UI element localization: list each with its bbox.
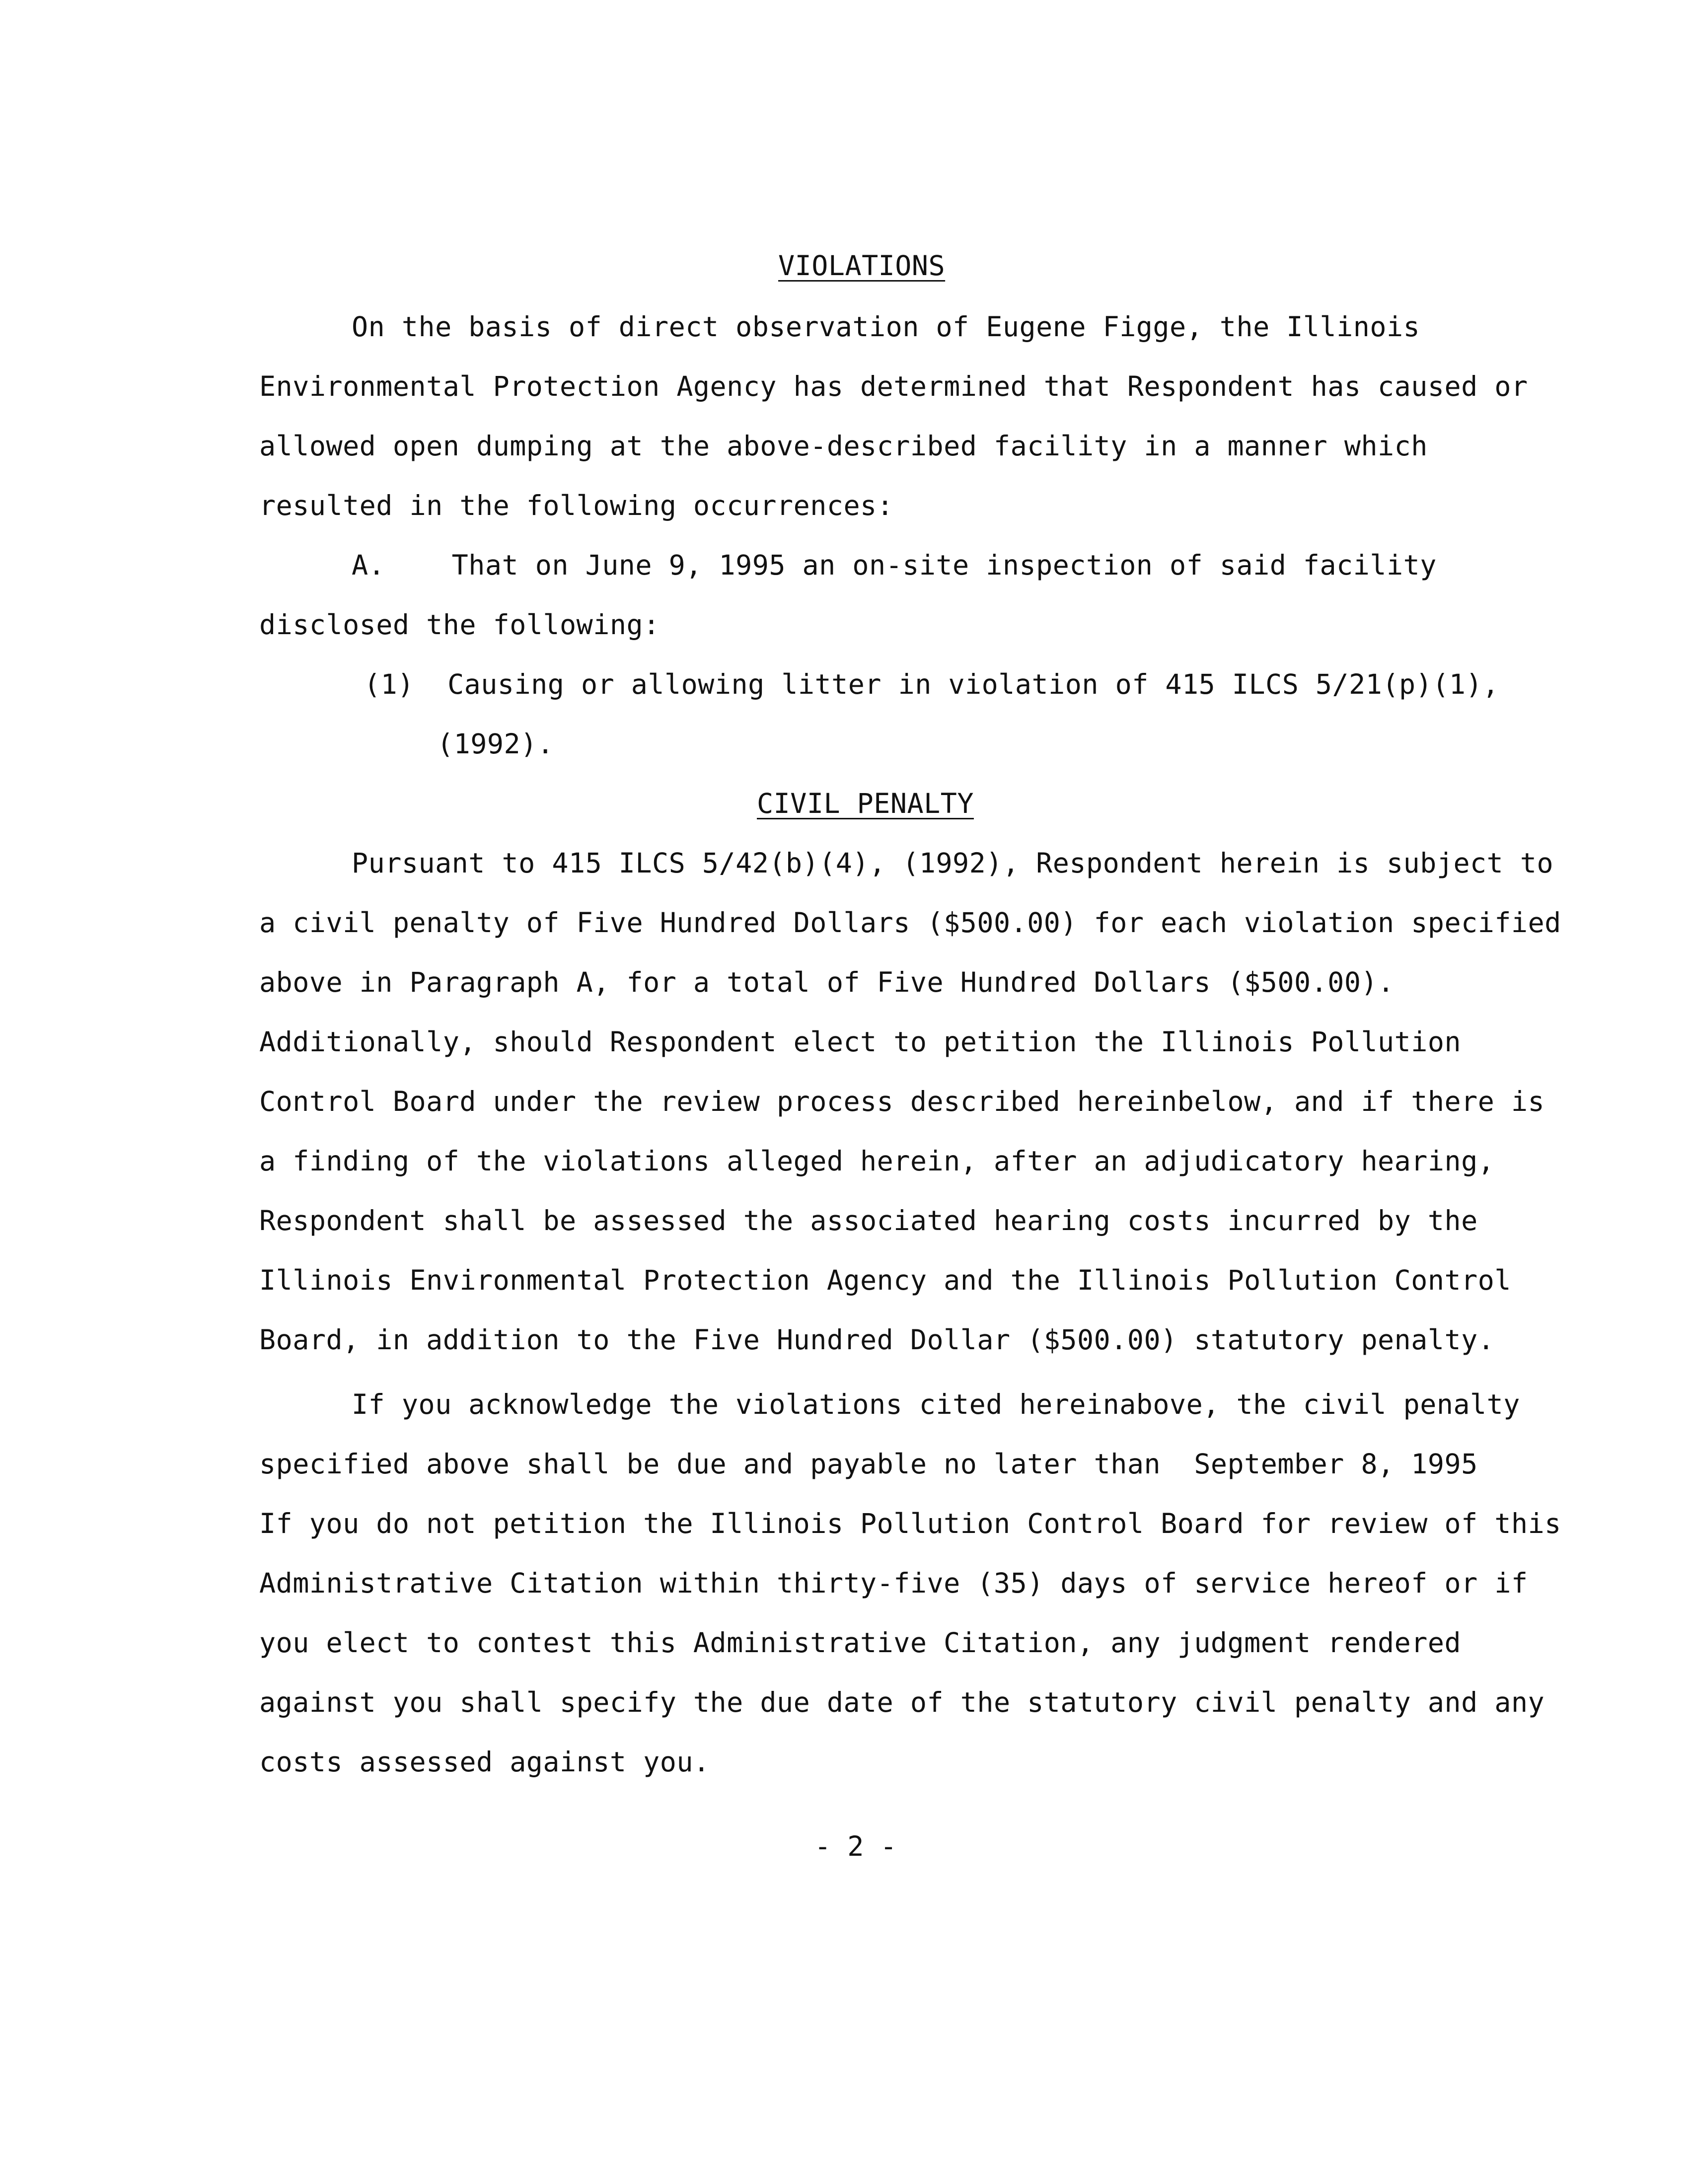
penalty-paragraph2-line-7: costs assessed against you. (259, 1746, 710, 1778)
penalty-paragraph1-line-6: a finding of the violations alleged herein, after an adjudicatory hearing, (259, 1145, 1495, 1177)
penalty-paragraph1-line-8: Illinois Environmental Protection Agency and the Illinois Pollution Control (259, 1264, 1511, 1296)
penalty-paragraph2-line-3: If you do not petition the Illinois Pollution Control Board for review of this (259, 1508, 1561, 1539)
penalty-paragraph1-line-3: above in Paragraph A, for a total of Five Hundred Dollars ($500.00). (259, 966, 1394, 998)
violations-intro-line-3: allowed open dumping at the above-described facility in a manner which (259, 430, 1428, 462)
item-a-line-1: A. That on June 9, 1995 an on-site inspection of said facility (352, 549, 1437, 581)
civil-penalty-heading: CIVIL PENALTY (757, 788, 974, 819)
violations-intro-line-2: Environmental Protection Agency has determined that Respondent has caused or (259, 370, 1528, 402)
violations-heading: VIOLATIONS (778, 250, 946, 282)
penalty-paragraph2-line-5: you elect to contest this Administrative Citation, any judgment rendered (259, 1627, 1462, 1659)
penalty-paragraph2-line-6: against you shall specify the due date of the statutory civil penalty and any (259, 1686, 1545, 1718)
penalty-paragraph1-line-4: Additionally, should Respondent elect to petition the Illinois Pollution (259, 1026, 1462, 1058)
page-number: - 2 - (814, 1830, 897, 1862)
violations-intro-line-4: resulted in the following occurrences: (259, 490, 894, 521)
violations-intro-line-1: On the basis of direct observation of Eugene Figge, the Illinois (352, 311, 1420, 343)
penalty-paragraph1-line-5: Control Board under the review process described hereinbelow, and if there is (259, 1086, 1545, 1117)
penalty-paragraph1-line-9: Board, in addition to the Five Hundred Dollar ($500.00) statutory penalty. (259, 1324, 1495, 1356)
penalty-paragraph2-line-1: If you acknowledge the violations cited hereinabove, the civil penalty (352, 1388, 1520, 1420)
penalty-paragraph2-line-4: Administrative Citation within thirty-five (35) days of service hereof or if (259, 1567, 1528, 1599)
penalty-paragraph2-line-2: specified above shall be due and payable no later than September 8, 1995 (259, 1448, 1478, 1480)
item-a-line-2: disclosed the following: (259, 609, 660, 641)
sub-item-1-line-2: (1992). (437, 728, 554, 760)
penalty-paragraph1-line-1: Pursuant to 415 ILCS 5/42(b)(4), (1992), Respondent herein is subject to (352, 847, 1554, 879)
penalty-paragraph1-line-2: a civil penalty of Five Hundred Dollars ($500.00) for each violation specified (259, 907, 1561, 939)
sub-item-1-line-1: (1) Causing or allowing litter in violation of 415 ILCS 5/21(p)(1), (364, 668, 1499, 700)
penalty-paragraph1-line-7: Respondent shall be assessed the associated hearing costs incurred by the (259, 1205, 1478, 1237)
